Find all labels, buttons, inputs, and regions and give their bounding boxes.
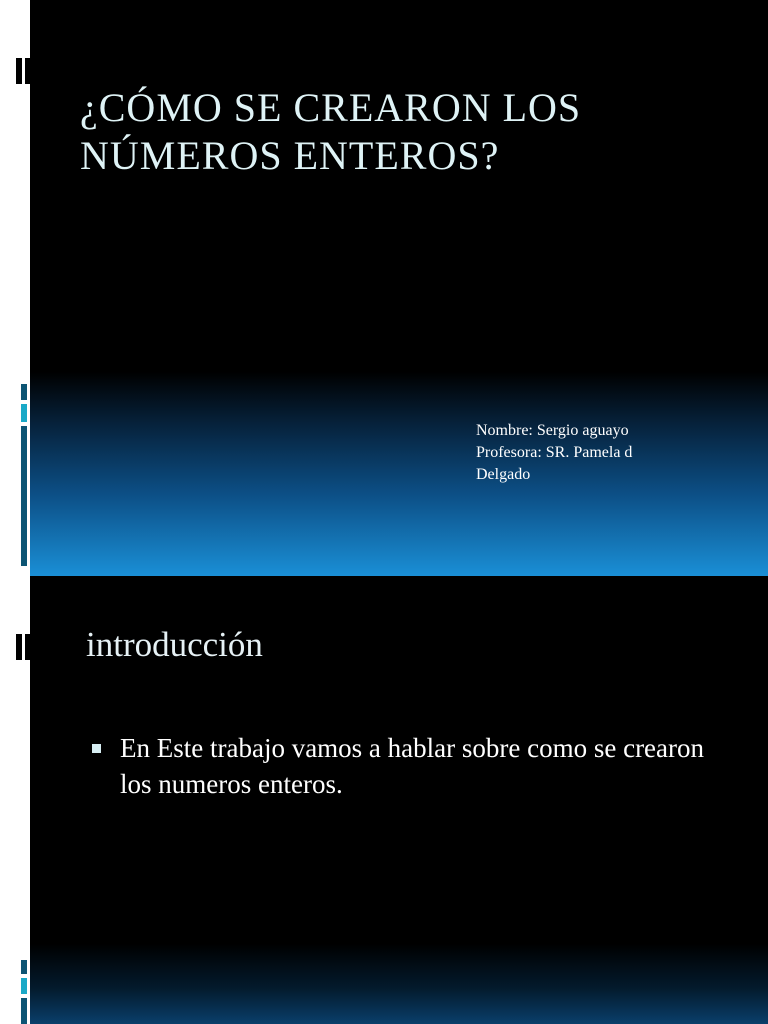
edge-accent-icon [21, 998, 27, 1024]
slide-title: ¿CÓMO SE CREARON LOS NÚMEROS ENTEROS? [80, 85, 582, 178]
slide-heading: introducción [86, 625, 263, 664]
bracket-marker-icon [16, 634, 32, 660]
list-item [92, 730, 732, 802]
edge-accent-icon [21, 404, 27, 422]
edge-accent-icon [21, 960, 27, 974]
bracket-marker-icon [16, 58, 32, 84]
bullet-text: En Este trabajo vamos a hablar sobre como se crearon los numeros enteros. [120, 733, 705, 799]
edge-accent-icon [21, 978, 27, 994]
teacher-line-continued: Delgado [476, 466, 531, 483]
edge-accent-icon [21, 384, 27, 400]
content-slide [0, 576, 768, 1024]
teacher-line: Profesora: SR. Pamela d [476, 444, 633, 461]
blue-gradient-band [30, 944, 768, 1024]
edge-accent-icon [21, 426, 27, 566]
author-line: Nombre: Sergio aguayo [476, 422, 629, 439]
square-bullet-icon [92, 744, 101, 753]
author-info [476, 420, 736, 486]
bullet-list [92, 730, 732, 802]
